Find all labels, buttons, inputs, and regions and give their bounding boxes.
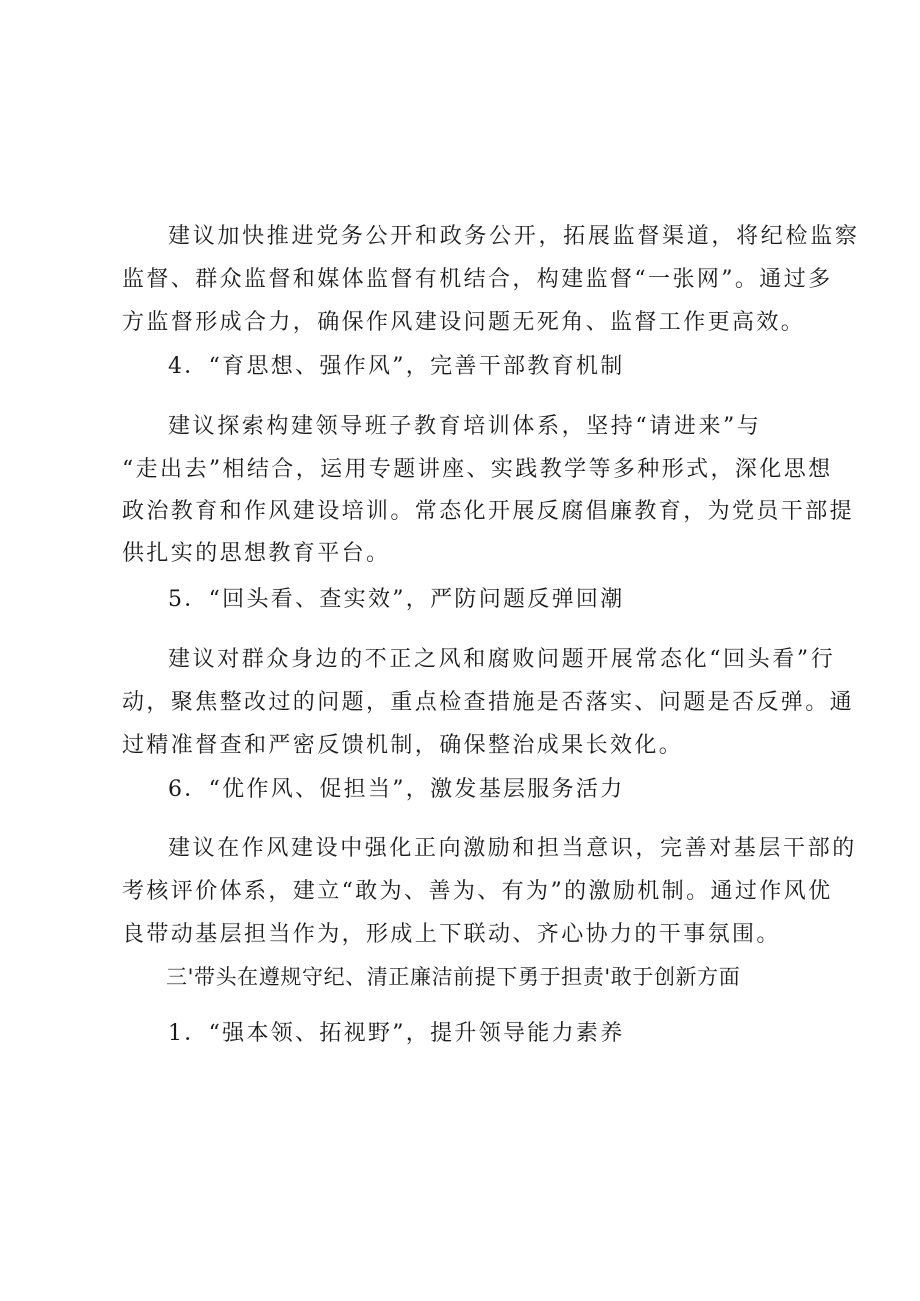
section-heading: 1．“强本领、拓视野”，提升领导能力素养 bbox=[168, 1021, 625, 1046]
paragraph-line: 供扎实的思想教育平台。 bbox=[122, 541, 391, 566]
paragraph-line: 过精准督查和严密反馈机制，确保整治成果长效化。 bbox=[122, 733, 684, 758]
paragraph-line: 政治教育和作风建设培训。常态化开展反腐倡廉教育，为党员干部提 bbox=[122, 499, 855, 524]
paragraph-line: 建议探索构建领导班子教育培训体系，坚持“请进来”与 bbox=[168, 414, 762, 439]
chapter-heading: 三'带头在遵规守纪、清正廉洁前提下勇于担责'敢于创新方面 bbox=[166, 965, 741, 989]
paragraph-line: 良带动基层担当作为，形成上下联动、齐心协力的干事氛围。 bbox=[122, 922, 781, 947]
paragraph-line: “走出去”相结合，运用专题讲座、实践教学等多种形式，深化思想 bbox=[122, 457, 833, 482]
paragraph-line: 考核评价体系，建立“敢为、善为、有为”的激励机制。通过作风优 bbox=[122, 879, 833, 904]
section-heading: 4．“育思想、强作风”，完善干部教育机制 bbox=[168, 354, 625, 379]
paragraph-line: 建议对群众身边的不正之风和腐败问题开展常态化“回头看”行 bbox=[168, 647, 836, 672]
paragraph-line: 动，聚焦整改过的问题，重点检查措施是否落实、问题是否反弹。通 bbox=[122, 690, 855, 715]
section-heading: 5．“回头看、查实效”，严防问题反弹回潮 bbox=[168, 587, 625, 612]
paragraph-line: 建议加快推进党务公开和政务公开，拓展监督渠道，将纪检监察 bbox=[168, 224, 860, 249]
paragraph-line: 建议在作风建设中强化正向激励和担当意识，完善对基层干部的 bbox=[168, 836, 857, 861]
paragraph-line: 方监督形成合力，确保作风建设问题无死角、监督工作更高效。 bbox=[122, 310, 806, 335]
section-heading: 6．“优作风、促担当”，激发基层服务活力 bbox=[168, 777, 625, 802]
paragraph-line: 监督、群众监督和媒体监督有机结合，构建监督“一张网”。通过多 bbox=[122, 267, 833, 292]
